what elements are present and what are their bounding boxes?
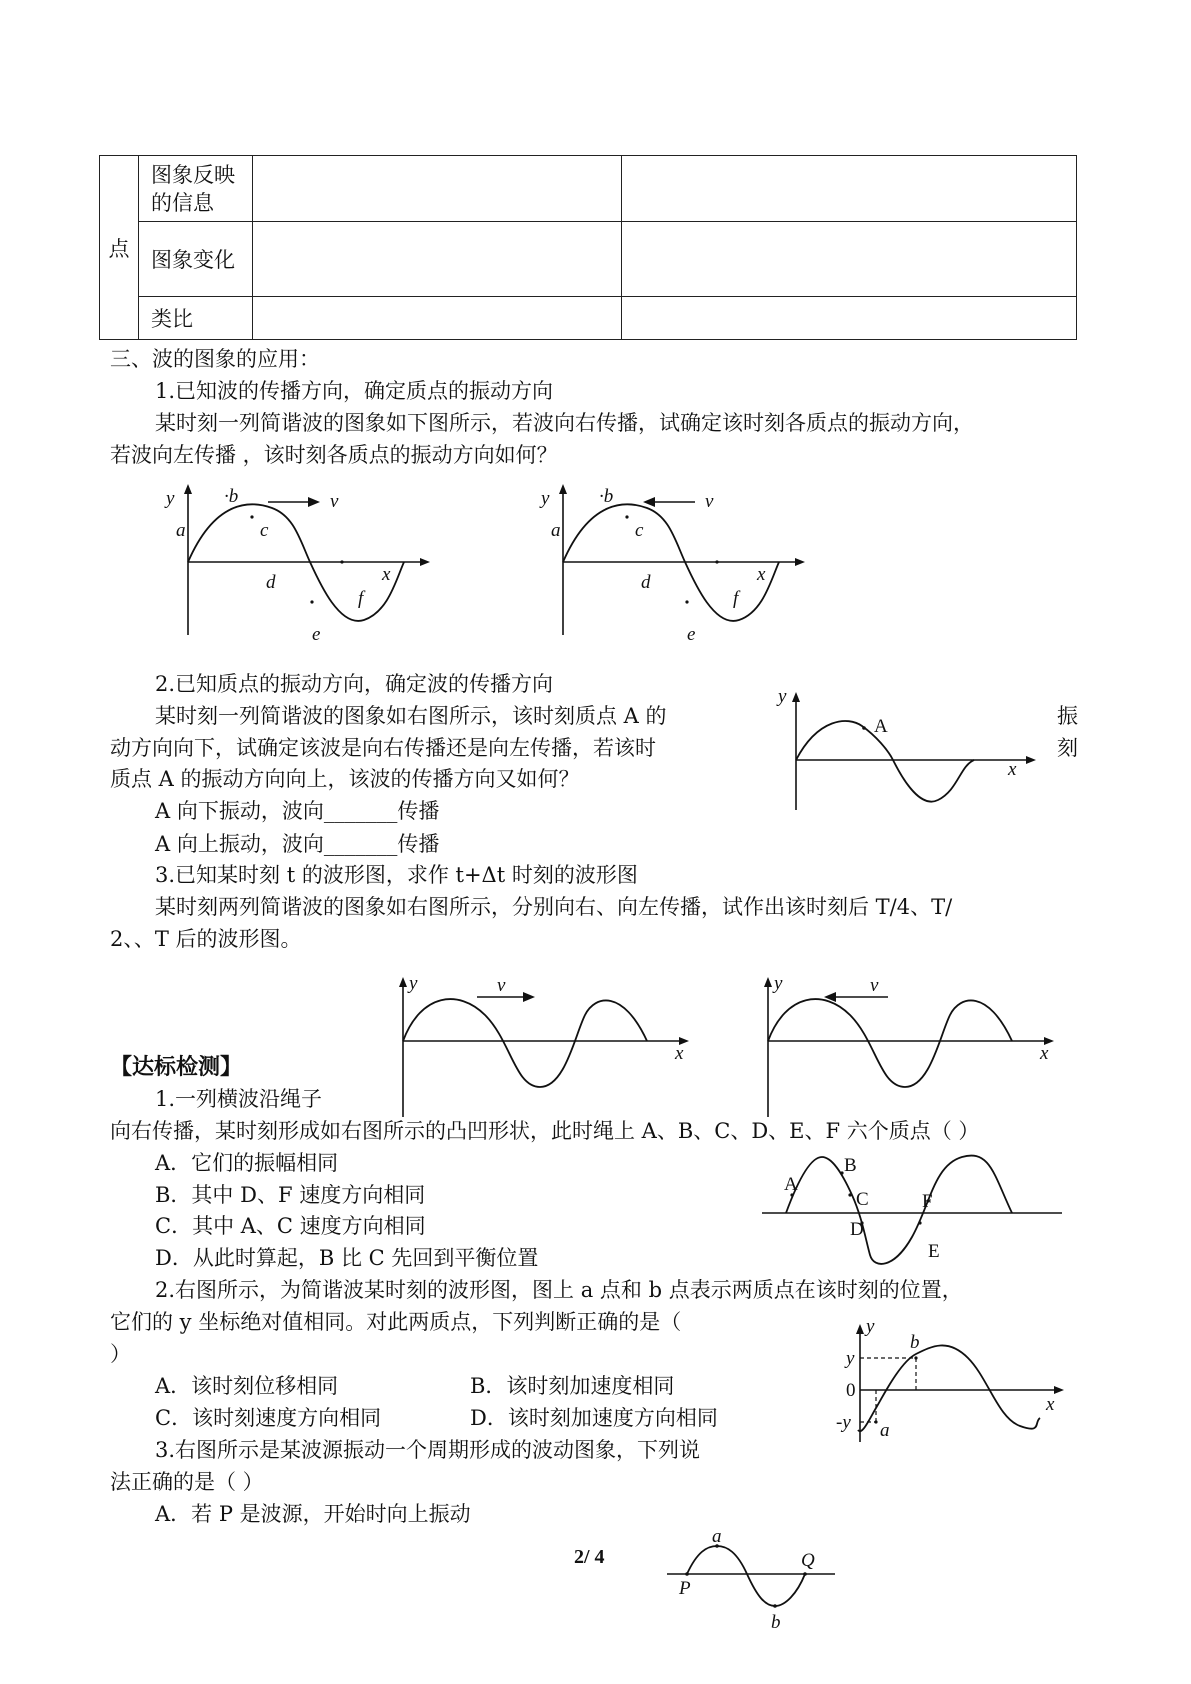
item2-text: 刻 [1057, 736, 1078, 760]
point-f-label: f [733, 588, 739, 609]
q1-stem: 1.一列横波沿绳子 [155, 1087, 323, 1111]
wave-figure-point-A [778, 686, 1040, 815]
ab-wave-figure [820, 1318, 1065, 1443]
section-title: 三、波的图象的应用： [110, 347, 320, 371]
table-side-label: 点 [100, 156, 139, 340]
q2-option: D．该时刻加速度方向相同 [470, 1406, 718, 1430]
point-b-label: ·b [599, 486, 614, 507]
table-row-label: 图象反映 的信息 [139, 156, 253, 222]
wave-curve [858, 1345, 1040, 1431]
q3-stem: 法正确的是（ ） [110, 1470, 264, 1494]
q2-option: C．该时刻速度方向相同 [155, 1406, 382, 1430]
q3-stem: 3.右图所示是某波源振动一个周期形成的波动图象，下列说 [155, 1438, 701, 1462]
table-cell [253, 156, 622, 222]
item3-text: 2、、T 后的波形图。 [110, 927, 302, 951]
wave-curve [687, 1546, 805, 1606]
q2-option: A．该时刻位移相同 [155, 1374, 339, 1398]
point-F-label: F [922, 1191, 933, 1212]
q2-stem: 2.右图所示，为简谐波某时刻的波形图，图上 a 点和 b 点表示两质点在该时刻的位置， [155, 1278, 963, 1302]
point-a-label: a [176, 520, 186, 541]
page-number: 2/ 4 [574, 1546, 605, 1568]
point-d-label: d [641, 572, 651, 593]
point-E-label: E [928, 1241, 940, 1262]
table-cell [622, 222, 1077, 297]
item1-text: 某时刻一列简谐波的图象如下图所示，若波向右传播，试确定该时刻各质点的振动方向， [155, 411, 974, 435]
q1-option: D．从此时算起，B 比 C 先回到平衡位置 [155, 1246, 539, 1270]
y-axis-label: y [541, 488, 550, 509]
y-axis-label: y [409, 973, 418, 994]
wave-curve [403, 999, 647, 1087]
fill-blank: A 向下振动，波向_______传播 [155, 799, 440, 823]
wave-curve [786, 1156, 1012, 1264]
velocity-label: v [497, 975, 506, 996]
item3-heading: 3.已知某时刻 t 的波形图，求作 t+Δt 时刻的波形图 [155, 863, 638, 887]
point-f-label: f [358, 588, 364, 609]
point-D-label: D [850, 1219, 864, 1240]
y-tick-label: y [846, 1348, 855, 1369]
q2-stem: 它们的 y 坐标绝对值相同。对此两质点，下列判断正确的是（ [110, 1310, 682, 1334]
point-d-label: d [266, 572, 276, 593]
point-a-label: a [551, 520, 561, 541]
neg-y-label: -y [836, 1412, 851, 1433]
y-axis-label: y [778, 686, 787, 707]
q3-option: A．若 P 是波源，开始时向上振动 [155, 1502, 471, 1526]
x-axis-label: x [675, 1043, 684, 1064]
rope-wave-figure [762, 1145, 1062, 1275]
q1-option: A．它们的振幅相同 [155, 1151, 339, 1175]
point-c-label: c [635, 520, 644, 541]
y-axis-label: y [866, 1316, 875, 1337]
point-A-label: A [784, 1174, 798, 1195]
item2-heading: 2.已知质点的振动方向，确定波的传播方向 [155, 672, 554, 696]
q1-option: B．其中 D、F 速度方向相同 [155, 1183, 426, 1207]
point-P-label: P [679, 1578, 691, 1599]
wave-figure-right [160, 480, 430, 645]
point-A-label: A [874, 716, 888, 737]
point-e-label: e [687, 624, 696, 645]
x-axis-label: x [1046, 1394, 1055, 1415]
item2-text: 动方向向下，试确定该波是向右传播还是向左传播，若该时 [110, 736, 656, 760]
q1-stem: 向右传播，某时刻形成如右图所示的凸凹形状，此时绳上 A、B、C、D、E、F 六个质点（ ） [110, 1119, 980, 1143]
point-C-label: C [856, 1189, 869, 1210]
two-wave-figure-left [750, 975, 1055, 1120]
pq-wave-figure [665, 1526, 850, 1634]
point-a-label: a [712, 1526, 722, 1547]
wave-curve [768, 999, 1012, 1087]
wave-figure-left [535, 480, 805, 645]
quiz-heading: 【达标检测】 [110, 1055, 243, 1080]
table-cell [253, 222, 622, 297]
velocity-label: v [705, 491, 714, 512]
table-cell [622, 297, 1077, 340]
table-cell [253, 297, 622, 340]
q2-option: B．该时刻加速度相同 [470, 1374, 675, 1398]
item1-heading: 1.已知波的传播方向，确定质点的振动方向 [155, 379, 554, 403]
point-b-label: b [910, 1332, 920, 1353]
x-axis-label: x [757, 564, 766, 585]
item2-text: 质点 A 的振动方向向上，该波的传播方向又如何？ [110, 767, 580, 791]
item3-text: 某时刻两列简谐波的图象如右图所示，分别向右、向左传播，试作出该时刻后 T/4、T/ [155, 895, 953, 919]
x-axis-label: x [1008, 759, 1017, 780]
item2-text: 振 [1057, 704, 1078, 728]
y-axis-label: y [166, 488, 175, 509]
zero-label: 0 [846, 1380, 856, 1401]
x-axis-label: x [382, 564, 391, 585]
x-axis-label: x [1040, 1043, 1049, 1064]
velocity-label: v [870, 975, 879, 996]
item2-text: 某时刻一列简谐波的图象如右图所示，该时刻质点 A 的 [155, 704, 667, 728]
item1-text: 若波向左传播 ，该时刻各质点的振动方向如何？ [110, 443, 558, 467]
velocity-label: v [330, 491, 339, 512]
point-b-label: ·b [224, 486, 239, 507]
table-cell [622, 156, 1077, 222]
point-B-label: B [844, 1155, 857, 1176]
q1-option: C．其中 A、C 速度方向相同 [155, 1214, 426, 1238]
fill-blank: A 向上振动，波向_______传播 [155, 832, 440, 856]
point-a-label: a [880, 1420, 890, 1441]
point-b-label: b [771, 1612, 781, 1633]
point-c-label: c [260, 520, 269, 541]
table-row-label: 图象变化 [139, 222, 253, 297]
point-e-label: e [312, 624, 321, 645]
q2-stem: ） [110, 1342, 131, 1366]
point-Q-label: Q [801, 1550, 815, 1571]
comparison-table [99, 155, 1077, 340]
table-row-label: 类比 [139, 297, 253, 340]
two-wave-figure-right [385, 975, 690, 1120]
y-axis-label: y [774, 973, 783, 994]
